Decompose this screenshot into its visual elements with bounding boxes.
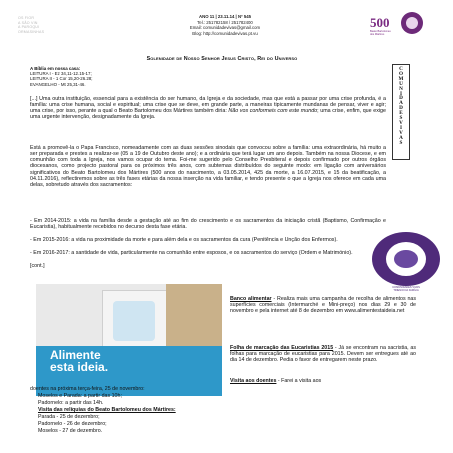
bottom-line: doentes na próxima terça-feira, 25 de novembro:: [30, 386, 145, 392]
paragraph-quote: Não vos conformeis com este mundo: [228, 108, 318, 115]
header-info: [150, 14, 300, 36]
strip-letter: D: [399, 95, 403, 102]
strip-letter: V: [399, 119, 403, 126]
strip-letter: I: [399, 124, 403, 131]
bottom-line: Moselos e Parada: a partir das 10h;: [38, 393, 122, 399]
continued-marker: [cont.]: [30, 263, 45, 269]
strip-letter: S: [399, 139, 403, 146]
blog-line: Blog: http://comunidadevivas.pt.vu: [192, 30, 258, 36]
body-paragraph: - Em 2016-2017: a santidade de vida, particularmente na comunhão entre esposos, e os sacramentos do serviço (Ordem e Matrimónio).: [30, 250, 353, 256]
strip-letter: I: [399, 90, 403, 97]
badge-subtitle: [370, 30, 398, 36]
body-paragraph: [30, 96, 386, 121]
paragraph-text: ; uma crise, enfim, que exige uma urgente intervenção, designadamente da Igreja.: [30, 108, 386, 121]
bottom-line: Parada - 25 de dezembro;: [38, 414, 100, 420]
notice-text: - Já se encontram na sacristia, as folhas para marcação de eucaristias para 2015. Devem ser entregues até ao dia 14 de dezembro. Pedia o favor de entregarem neste prazo.: [230, 345, 416, 364]
badge-sub-line: dos Mártires: [370, 33, 385, 36]
notice-heading: Visita aos doentes: [230, 378, 277, 384]
family-triennium-logo-icon: [372, 232, 440, 286]
logo-line: ORMASINHAS: [18, 29, 45, 34]
strip-letter: D: [399, 105, 403, 112]
email-line: Email: comunidadevivas@gmail.com: [189, 25, 261, 31]
slogan-line: Alimente: [50, 348, 101, 362]
reading-line: LEITURA I - Ez 34,11-12.15-17;: [30, 71, 92, 77]
notice-visita-doentes: [230, 378, 416, 384]
notice-banco-alimentar: [230, 296, 416, 314]
readings-block: [30, 66, 92, 87]
readings-heading: A Bíblia em nossa casa:: [30, 66, 81, 71]
reading-line: EVANGELHO - Mt 25,31-46.: [30, 81, 86, 87]
bottom-line: Padornelo: a partir das 14h.: [38, 400, 104, 406]
seal-icon: [401, 12, 423, 34]
phone-line: Tel.: 251782158 / 251782400: [197, 19, 253, 25]
shopping-bag-image: [102, 290, 168, 348]
strip-letter: U: [399, 80, 403, 87]
round-logo-caption: [376, 286, 436, 292]
logo-caption-line: COMUNIDADES VIVAS: [392, 286, 420, 289]
food-bank-photo: [36, 284, 222, 396]
relics-heading: Visita das relíquias do Beato Bartolomeu dos Mártires:: [38, 407, 176, 413]
parish-logo: [18, 16, 62, 34]
strip-letter: N: [399, 85, 403, 92]
strip-letter: E: [399, 110, 403, 117]
strip-letter: M: [398, 75, 404, 82]
slogan-line: esta ideia.: [50, 360, 109, 374]
notice-folha-marcacao: [230, 345, 416, 363]
strip-letter: C: [399, 66, 403, 72]
food-sacks-image: [166, 284, 222, 354]
notice-text: - Realiza mais uma campanha de recolha de alimentos nas superfícies comerciais (Intermarché e Mini-preço) nos dias 29 e 30 de novembro e pela internet até 8 de dezembro em www.alimentestaideia.net: [230, 296, 416, 315]
bottom-line: Moselos - 27 de dezembro.: [38, 428, 103, 434]
paragraph-text: [...] Uma outra instituição, essencial para a existência do ser humano, da Igreja e da sociedade, mas que está a passar por uma crise profunda, é a família: uma crise humana, social e espiritual; uma crise que se deve, em grande parte, a maneiras tipicamente mundanas de pensar, viver e agir; uma crise, por isso, perante a qual o Beato Bartolomeu dos Mártires também diria:: [30, 96, 386, 115]
notice-text: - Farei a visita aos: [276, 378, 322, 384]
notice-heading: Banco alimentar: [230, 296, 272, 302]
body-paragraph: - Em 2014-2015: a vida na família desde a gestação até ao fim do crescimento e os sacramentos da iniciação cristã (Baptismo, Confirmação e Eucaristia), habitualmente recebidos no decurso desta fase etária.: [30, 218, 386, 231]
logo-caption-line: TRIENIO DA FAMÍLIA: [393, 289, 419, 292]
edition-line: ANO 11 | 23.11.14 | Nº 545: [199, 14, 251, 19]
bottom-heading: [38, 407, 176, 413]
vertical-title-strip: [392, 64, 410, 160]
logo-line: A PAROQUI: [18, 25, 40, 30]
strip-letter: A: [399, 100, 403, 107]
logo-line: OS FIOR: [18, 16, 35, 20]
reading-line: LEITURA II - 1 Cor 15,20-26.28;: [30, 76, 93, 82]
anniversary-badge: [370, 12, 426, 38]
page-title: Solenidade de Nosso Senhor Jesus Cristo, Rei do Universo: [146, 56, 298, 62]
strip-letter: O: [398, 70, 404, 77]
badge-number: 500: [370, 15, 390, 30]
strip-letter: V: [399, 129, 403, 136]
strip-letter: A: [399, 134, 403, 141]
badge-sub-line: Beato Bartolomeu: [370, 30, 391, 33]
bottom-line: Padornelo - 26 de dezembro;: [38, 421, 107, 427]
strip-letter: S: [399, 115, 403, 122]
logo-line: A SÃO VIN: [18, 20, 38, 25]
body-paragraph: Está a promovê-la o Papa Francisco, nomeadamente com as duas sessões sinodais que convocou sobre a família: uma extraordinária, há muito a ser preparada e prestes a realizar-se (05 a 19 de Outubro deste ano); e a ordinária que terá lugar um ano depois. Também na nossa Diocese, e em comunhão com toda a Igreja, nos vamos ocupar do tema. Foi-me sugerido pelo Conselho Presbiteral e depois confirmado por outros órgãos diocesanos, como projecto pastoral para os próximos três anos, com subtemas distribuídos do seguinte modo: em ligação com aniversários significativos do Beato Bartolomeu dos Mártires (500 anos do nascimento, a 03.05.2014, 425 da morte, a 16.07.2015, e 15 da beatificação, a 04.11.2016), reflectiremos sobre as três fases etárias da nossa inserção na vida familiar, e tendo presente o que a Igreja nos oferece em cada uma delas, sobretudo através dos sacramentos:: [30, 145, 386, 188]
body-paragraph: - Em 2015-2016: a vida na proximidade da morte e para além dela e os sacramentos da cura (Penitência e Unção dos Enfermos).: [30, 237, 338, 243]
notice-heading: Folha de marcação das Eucaristias 2015: [230, 345, 334, 351]
photo-slogan: [50, 349, 108, 373]
